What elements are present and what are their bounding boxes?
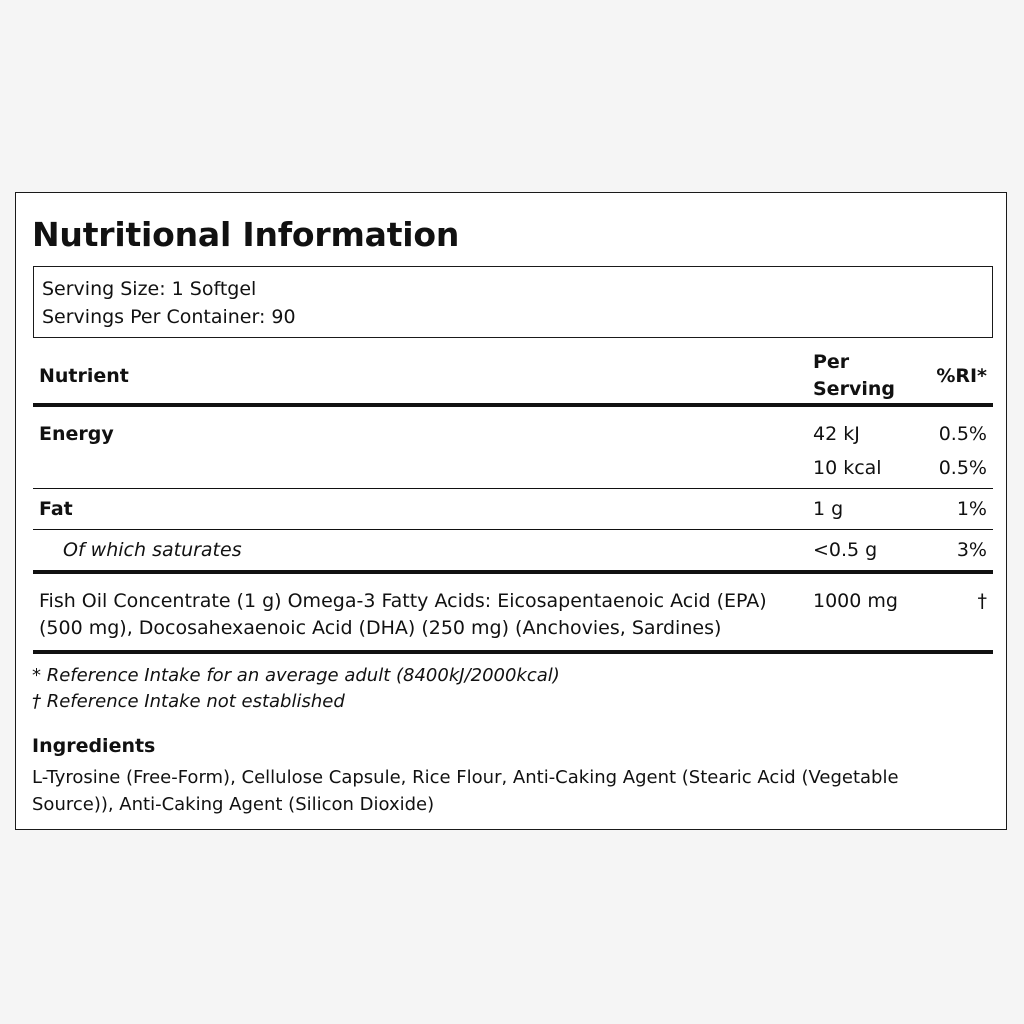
page-title: Nutritional Information [32,215,460,254]
nutrient-name: Energy [39,423,114,445]
nutrient-name [33,448,807,489]
nutrient-name: Fat [33,489,807,530]
column-header-nutrient: Nutrient [33,349,807,405]
per-serving-value: 42 kJ [813,423,860,445]
nutrition-panel [15,192,1007,830]
footnotes [32,663,560,715]
nutrition-table [33,349,993,654]
ri-value: 0.5% [938,423,987,445]
nutrient-name: Of which saturates [33,530,807,573]
column-header-ri: %RI* [919,349,993,405]
servings-per-container: Servings Per Container: 90 [42,306,296,328]
table-row-energy-kcal [33,448,993,489]
ingredients-text: L-Tyrosine (Free-Form), Cellulose Capsule, Rice Flour, Anti-Caking Agent (Stearic Acid (Vegetable Source)), Anti-Caking Agent (Silicon Dioxide) [32,767,899,815]
serving-size: Serving Size: 1 Softgel [42,278,257,300]
per-serving-value: <0.5 g [807,530,919,573]
table-row-fat [33,489,993,530]
ri-value: 1% [919,489,993,530]
serving-info-box [33,266,993,338]
nutrient-name: Fish Oil Concentrate (1 g) Omega-3 Fatty Acids: Eicosapentaenoic Acid (EPA) (500 mg), Docosahexaenoic Acid (DHA) (250 mg) (Anchovies, Sardines) [33,572,807,652]
table-row-energy-kj [33,405,993,448]
ri-value: 3% [919,530,993,573]
ri-value: 0.5% [938,456,987,479]
per-serving-value: 10 kcal [813,456,882,479]
ingredients-heading: Ingredients [32,735,156,757]
per-serving-value: 1000 mg [807,572,919,652]
per-serving-value: 1 g [807,489,919,530]
footnote-ri: * Reference Intake for an average adult (8400kJ/2000kcal) [32,665,560,686]
table-row-saturates [33,530,993,573]
ri-value: † [919,572,993,652]
footnote-not-established: † Reference Intake not established [32,691,345,712]
table-row-fish-oil [33,572,993,652]
column-header-per-serving: Per Serving [807,349,919,405]
table-header-row [33,349,993,405]
